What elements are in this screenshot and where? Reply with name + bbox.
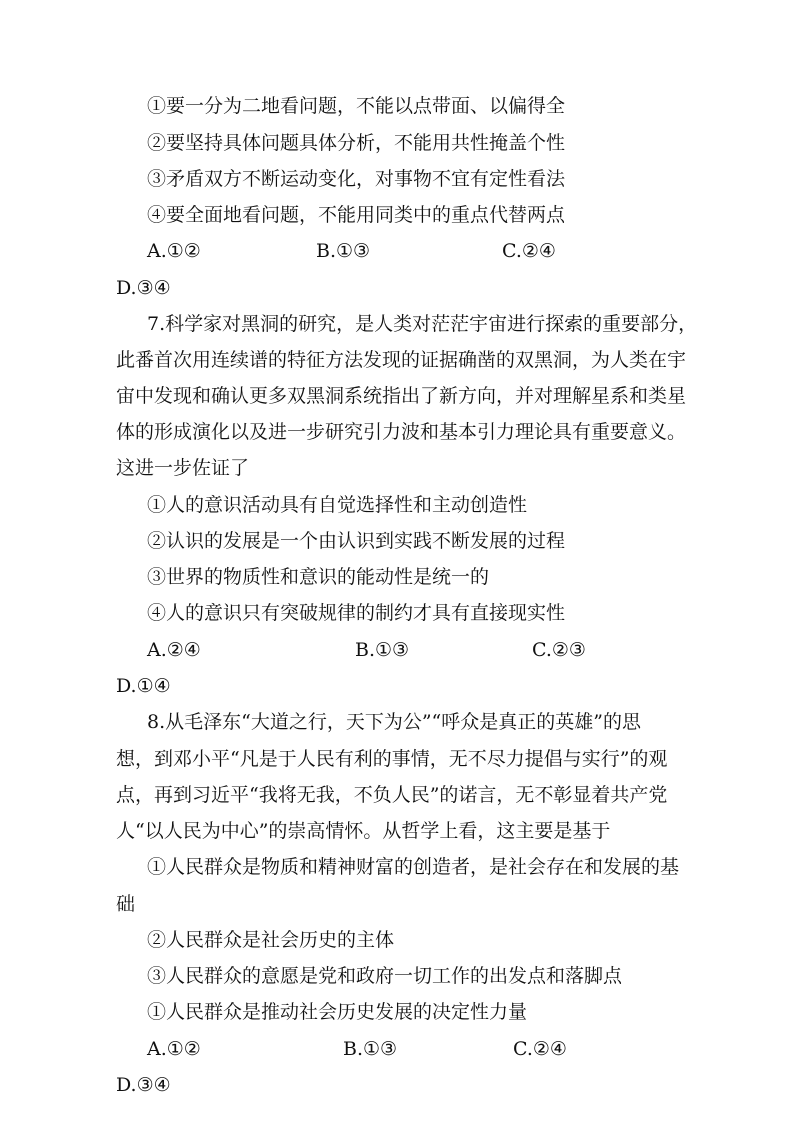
q7-stem-line-4: 体的形成演化以及进一步研究引力波和基本引力理论具有重要意义。 xyxy=(116,421,687,443)
q8-item-3: ③人民群众的意愿是党和政府一切工作的出发点和落脚点 xyxy=(147,965,623,987)
q7-stem-line-2: 此番首次用连续谱的特征方法发现的证据确凿的双黑洞，为人类在宇 xyxy=(116,349,687,371)
q7-stem-line-5: 这进一步佐证了 xyxy=(116,457,250,479)
q7-option-a: A.②④ xyxy=(147,639,201,661)
q8-item-2: ②人民群众是社会历史的主体 xyxy=(147,929,395,951)
q7-option-d: D.①④ xyxy=(116,675,171,697)
q8-item-4: ①人民群众是推动社会历史发展的决定性力量 xyxy=(147,1001,528,1023)
q8-option-d: D.③④ xyxy=(116,1074,171,1096)
q7-item-1: ①人的意识活动具有自觉选择性和主动创造性 xyxy=(147,494,528,516)
q6-item-3: ③矛盾双方不断运动变化，对事物不宜有定性看法 xyxy=(147,168,566,190)
q6-option-c: C.②④ xyxy=(502,240,556,262)
q7-item-4: ④人的意识只有突破规律的制约才具有直接现实性 xyxy=(147,602,566,624)
q7-stem-line-3: 宙中发现和确认更多双黑洞系统指出了新方向，并对理解星系和类星 xyxy=(116,385,687,407)
q6-option-d: D.③④ xyxy=(116,277,171,299)
q8-stem-line-4: 人“以人民为中心”的崇高情怀。从哲学上看，这主要是基于 xyxy=(116,820,611,842)
q7-option-c: C.②③ xyxy=(532,639,586,661)
q8-stem-line-3: 点，再到习近平“我将无我，不负人民”的诺言，无不彰显着共产党 xyxy=(116,784,668,806)
q8-option-c: C.②④ xyxy=(513,1038,567,1060)
q7-stem-line-1: 7.科学家对黑洞的研究，是人类对茫茫宇宙进行探索的重要部分， xyxy=(147,313,698,335)
q7-item-3: ③世界的物质性和意识的能动性是统一的 xyxy=(147,566,490,588)
q6-item-2: ②要坚持具体问题具体分析，不能用共性掩盖个性 xyxy=(147,132,566,154)
q7-option-b: B.①③ xyxy=(355,639,410,661)
q8-stem-line-1: 8.从毛泽东“大道之行，天下为公”“呼众是真正的英雄”的思 xyxy=(147,711,641,733)
q8-item-1-continued: 础 xyxy=(116,893,136,915)
q8-option-b: B.①③ xyxy=(343,1038,398,1060)
q6-item-4: ④要全面地看问题，不能用同类中的重点代替两点 xyxy=(147,204,566,226)
q8-stem-line-2: 想，到邓小平“凡是于人民有利的事情，无不尽力提倡与实行”的观 xyxy=(116,748,668,770)
q6-option-b: B.①③ xyxy=(316,240,371,262)
q6-option-a: A.①② xyxy=(147,240,201,262)
q7-item-2: ②认识的发展是一个由认识到实践不断发展的过程 xyxy=(147,530,566,552)
q8-item-1: ①人民群众是物质和精神财富的创造者，是社会存在和发展的基 xyxy=(147,856,680,878)
q6-item-1: ①要一分为二地看问题，不能以点带面、以偏得全 xyxy=(147,95,566,117)
q8-option-a: A.①② xyxy=(147,1038,201,1060)
